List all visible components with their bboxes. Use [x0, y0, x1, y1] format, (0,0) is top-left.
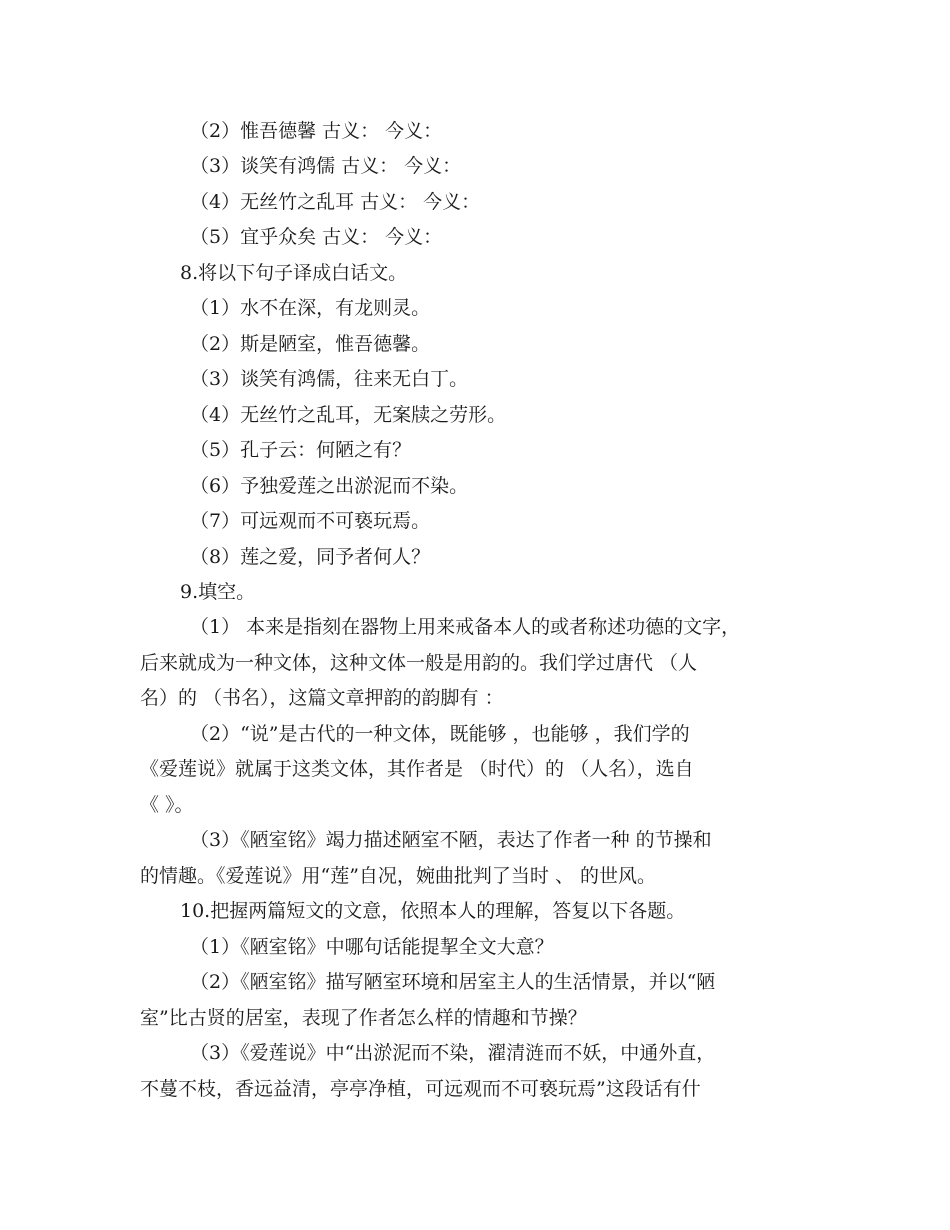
question-heading: 9.填空。	[180, 581, 256, 603]
question-heading: 8.将以下句子译成白话文。	[180, 262, 408, 284]
text-line: （6）予独爱莲之出淤泥而不染。	[190, 475, 469, 497]
text-line: （5）宜乎众矣 古义： 今义：	[190, 226, 443, 248]
text-line: （5）孔子云：何陋之有？	[190, 439, 412, 461]
text-line: （3）《陋室铭》竭力描述陋室不陋，表达了作者一种 的节操和	[190, 829, 712, 851]
text-line: 名）的 （书名），这篇文章押韵的韵脚有 ：	[140, 687, 504, 709]
text-line: （1）水不在深，有龙则灵。	[190, 297, 431, 319]
text-line: （4）无丝竹之乱耳 古义： 今义：	[190, 191, 481, 213]
text-line: （2）惟吾德馨 古义： 今义：	[190, 120, 443, 142]
text-line: （8）莲之爱，同予者何人？	[190, 546, 431, 568]
text-line: （2）斯是陋室，惟吾德馨。	[190, 333, 431, 355]
text-line: （2）《陋室铭》描写陋室环境和居室主人的生活情景，并以“陋	[190, 971, 716, 993]
text-line: （7）可远观而不可亵玩焉。	[190, 510, 431, 532]
text-line: （1）《陋室铭》中哪句话能提挈全文大意？	[190, 936, 554, 958]
text-line: （4）无丝竹之乱耳，无案牍之劳形。	[190, 404, 507, 426]
text-line: （3）谈笑有鸿儒，往来无白丁。	[190, 368, 469, 390]
text-line: （1） 本来是指刻在器物上用来戒备本人的或者称述功德的文字，	[190, 616, 741, 638]
text-line: 后来就成为一种文体，这种文体一般是用韵的。我们学过唐代 （人	[140, 652, 698, 674]
text-line: 不蔓不枝，香远益清，亭亭净植，可远观而不可亵玩焉”这段话有什	[140, 1078, 701, 1100]
text-line: 《爱莲说》就属于这类文体，其作者是 （时代）的 （人名），选自	[140, 758, 694, 780]
text-line: （3）谈笑有鸿儒 古义： 今义：	[190, 155, 462, 177]
text-line: 的情趣。《爱莲说》用“莲”自况，婉曲批判了当时 、 的世风。	[140, 865, 657, 887]
text-line: 室”比古贤的居室，表现了作者怎么样的情趣和节操？	[140, 1007, 587, 1029]
text-line: 《 》。	[140, 794, 194, 816]
text-line: （3）《爱莲说》中“出淤泥而不染，濯清涟而不妖，中通外直，	[190, 1042, 716, 1064]
question-heading: 10.把握两篇短文的文意，依照本人的理解，答复以下各题。	[180, 900, 686, 922]
text-line: （2）“说”是古代的一种文体，既能够 ，也能够 ，我们学的	[190, 723, 690, 745]
